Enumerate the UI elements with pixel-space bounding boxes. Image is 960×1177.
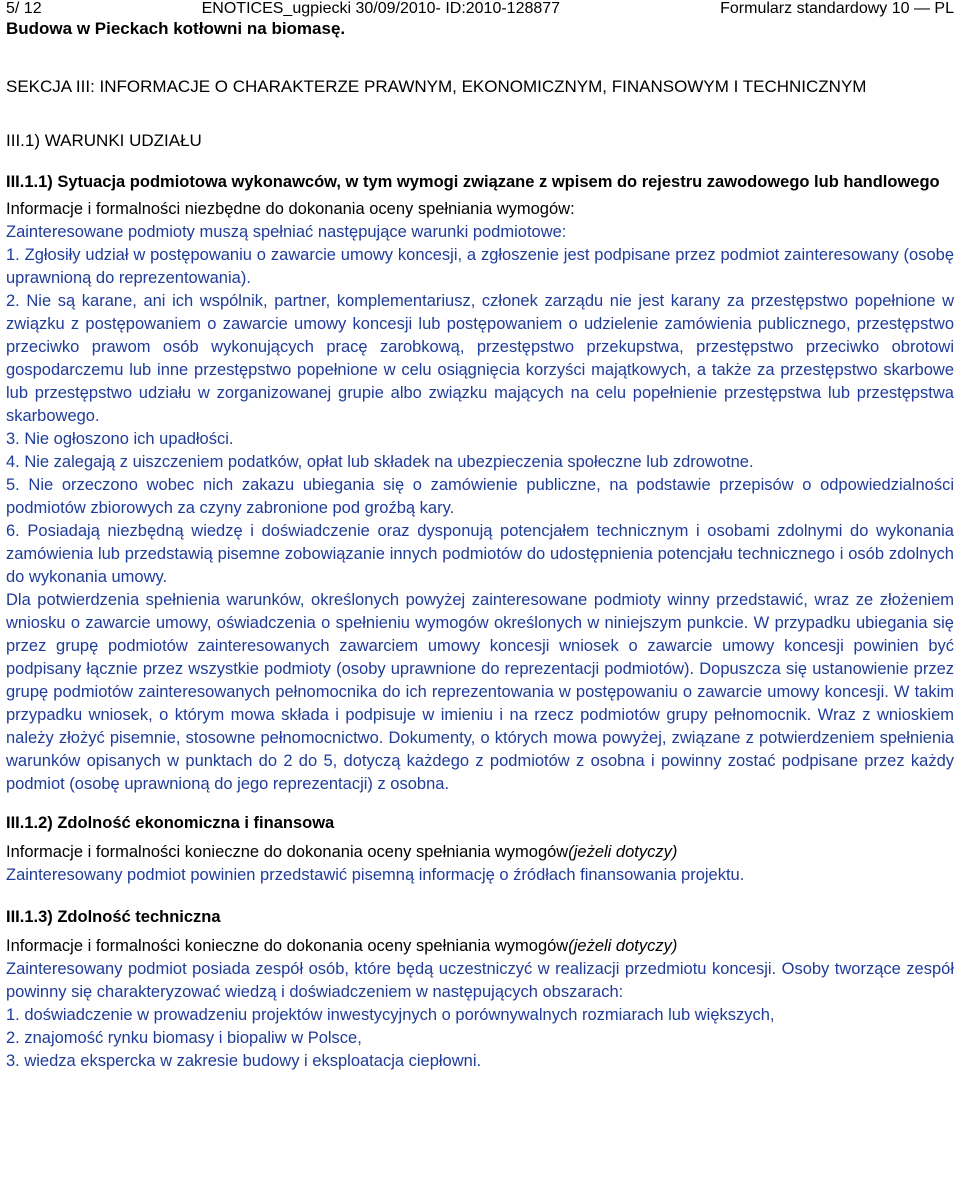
condition-item-4: 4. Nie zalegają z uiszczeniem podatków, opłat lub składek na ubezpieczenia społeczne lub zdrowotne. — [6, 453, 754, 471]
subsection-3-text: Zainteresowany podmiot posiada zespół osób, które będą uczestniczyć w realizacji przedmiotu koncesji. Osoby tworzące zespół powinny się charakteryzować wiedzą i doświadczeniem w następujących obszarach: — [6, 960, 954, 1001]
subsection-1-lead: Zainteresowane podmioty muszą spełniać następujące warunki podmiotowe: — [6, 223, 567, 241]
competence-item-1: 1. doświadczenie w prowadzeniu projektów inwestycyjnych o porównywalnych rozmiarach lub większych, — [6, 1006, 775, 1024]
subsection-2-label-text: Informacje i formalności konieczne do dokonania oceny spełniania wymogów — [6, 843, 569, 861]
doc-id: ENOTICES_ugpiecki 30/09/2010- ID:2010-128877 — [201, 0, 561, 17]
condition-item-2: 2. Nie są karane, ani ich wspólnik, partner, komplementariusz, członek zarządu nie jest karany za przestępstwo popełnione w związku z postępowaniem o zawarcie umowy koncesji lub postępowaniem o udzielenie zamówienia publicznego, przestępstwo przeciwko prawom osób wykonujących pracę zarobkową, przestępstwo przekupstwa, przestępstwo przeciwko obrotowi gospodarczemu lub inne przestępstwo popełnione w celu osiągnięcia korzyści majątkowych, a także za przestępstwo skarbowe lub przestępstwo udziału w zorganizowanej grupie albo związku mających na celu popełnienie przestępstwa lub przestępstwa skarbowego. — [6, 292, 954, 425]
competence-item-3: 3. wiedza ekspercka w zakresie budowy i eksploatacja ciepłowni. — [6, 1052, 482, 1070]
condition-item-6: 6. Posiadają niezbędną wiedzę i doświadczenie oraz dysponują potencjałem technicznym i osobami zdolnymi do wykonania zamówienia lub przedstawią pisemne zobowiązanie innych podmiotów do udostępnienia potencjału technicznego i osób zdolnych do wykonania umowy. — [6, 522, 954, 586]
competence-item-2: 2. znajomość rynku biomasy i biopaliw w Polsce, — [6, 1029, 362, 1047]
subsection-2-label-note: (jeżeli dotyczy) — [568, 843, 678, 861]
condition-item-1: 1. Zgłosiły udział w postępowaniu o zawarcie umowy koncesji, a zgłoszenie jest podpisane przez podmiot zainteresowany (osobę uprawnioną do reprezentowania). — [6, 246, 954, 287]
page-indicator: 5/ 12 — [6, 0, 42, 17]
condition-item-5: 5. Nie orzeczono wobec nich zakazu ubiegania się o zamówienie publiczne, na podstawie przepisów o odpowiedzialności podmiotów zbiorowych za czyny zabronione pod groźbą kary. — [6, 476, 954, 517]
form-name: Formularz standardowy 10 — PL — [720, 0, 954, 17]
subsection-2-text: Zainteresowany podmiot powinien przedstawić pisemną informację o źródłach finansowania projektu. — [6, 866, 745, 884]
subsection-1-intro: Informacje i formalności niezbędne do dokonania oceny spełniania wymogów: — [6, 200, 575, 218]
subsection-3-title: III.1.3) Zdolność techniczna — [6, 908, 221, 926]
page-header — [6, 0, 954, 18]
document-title: Budowa w Pieckach kotłowni na biomasę. — [6, 19, 346, 38]
subsection-2-title: III.1.2) Zdolność ekonomiczna i finansowa — [6, 814, 335, 832]
section-title: SEKCJA III: INFORMACJE O CHARAKTERZE PRAWNYM, EKONOMICZNYM, FINANSOWYM I TECHNICZNYM — [6, 77, 867, 96]
subsection-1-title: III.1.1) Sytuacja podmiotowa wykonawców, w tym wymogi związane z wpisem do rejestru zawodowego lub handlowego — [6, 173, 940, 191]
condition-item-3: 3. Nie ogłoszono ich upadłości. — [6, 430, 234, 448]
subsection-2-label — [6, 841, 954, 864]
subsection-3-label-note: (jeżeli dotyczy) — [568, 937, 678, 955]
subsection-3-label-text: Informacje i formalności konieczne do dokonania oceny spełniania wymogów — [6, 937, 569, 955]
conditions-title: III.1) WARUNKI UDZIAŁU — [6, 131, 202, 150]
subsection-3-label — [6, 935, 954, 958]
subsection-1-closing: Dla potwierdzenia spełnienia warunków, określonych powyżej zainteresowane podmioty winny przedstawić, wraz ze złożeniem wniosku o zawarcie umowy, oświadczenia o spełnieniu wymogów określonych w niniejszym punkcie. W przypadku ubiegania się przez grupę podmiotów zainteresowanych zawarciem umowy koncesji wniosek o zawarcie umowy koncesji powinien być podpisany łącznie przez wszystkie podmioty (osoby uprawnione do reprezentacji podmiotów). Dopuszcza się ustanowienie przez grupę podmiotów zainteresowanych pełnomocnika do ich reprezentowania w postępowaniu o zawarcie umowy koncesji. W takim przypadku wniosek, o którym mowa składa i podpisuje w imieniu i na rzecz podmiotów grupy pełnomocnik. Wraz z wnioskiem należy złożyć pisemnie, stosowne pełnomocnictwo. Dokumenty, o których mowa powyżej, związane z potwierdzeniem spełnienia warunków opisanych w punktach do 2 do 5, dotyczą każdego z podmiotów z osobna i powinny zostać podpisane przez każdy podmiot (osobę uprawnioną do jego reprezentacji) z osobna. — [6, 591, 954, 793]
